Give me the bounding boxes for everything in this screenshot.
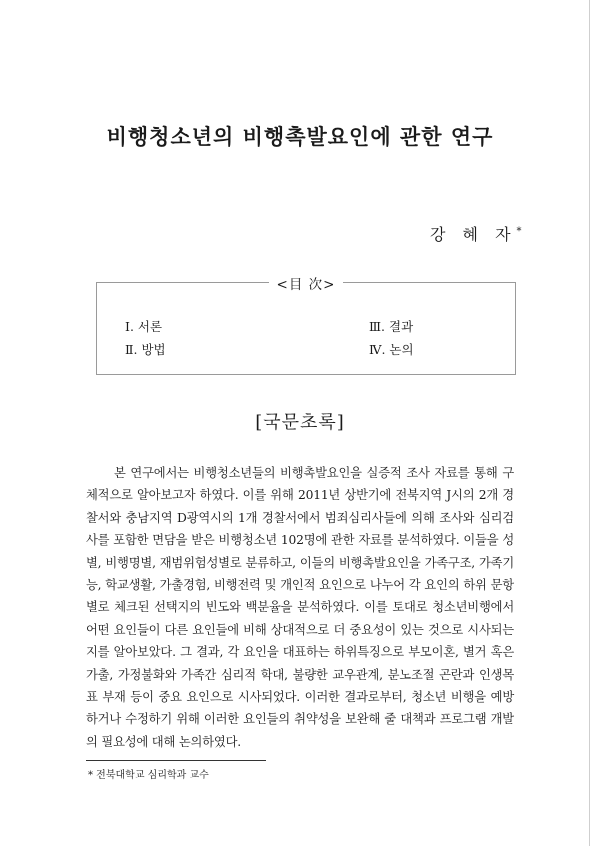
author-name-text: 강 혜 자: [430, 225, 517, 244]
abstract-heading: [국문초록]: [255, 412, 345, 433]
footnote-divider: [86, 760, 266, 761]
table-of-contents: [96, 277, 516, 375]
toc-item-discussion: Ⅳ. 논의: [369, 342, 414, 357]
toc-item-results: Ⅲ. 결과: [369, 319, 414, 334]
toc-title-wrap: [97, 273, 515, 293]
toc-item-method: Ⅱ. 방법: [125, 342, 166, 357]
author-affiliation-footnote: * 전북대학교 심리학과 교수: [88, 770, 209, 781]
abstract-body: 본 연구에서는 비행청소년들의 비행촉발요인을 실증적 조사 자료를 통해 구체적으로 알아보고자 하였다. 이를 위해 2011년 상반기에 전북지역 J시의 2개 경찰서와 충남지역 D광역시의 1개 경찰서에서 범죄심리사들에 의해 조사와 심리검사를 포함한 면담을 받은 비행청소년 102명에 관한 자료를 분석하였다. 이들을 성별, 비행명별, 재범위험성별로 분류하고, 이들의 비행촉발요인을 가족구조, 가족기능, 학교생활, 가출경험, 비행전력 및 개인적 요인으로 나누어 각 요인의 하위 문항별로 체크된 선택지의 빈도와 백분율을 분석하였다. 이를 토대로 청소년비행에서 어떤 요인들이 다른 요인들에 비해 상대적으로 더 중요성이 있는 것으로 시사되는지를 알아보았다. 그 결과, 각 요인을 대표하는 하위특징으로 부모이혼, 별거 혹은 가출, 가정불화와 가족간 심리적 학대, 불량한 교우관계, 분노조절 곤란과 인생목표 부재 등이 중요 요인으로 시사되었다. 이러한 결과로부터, 청소년 비행을 예방하거나 수정하기 위해 이러한 요인들의 취약성을 보완해 줄 대책과 프로그램 개발의 필요성에 대해 논의하였다.: [86, 466, 514, 749]
author-name: [430, 222, 522, 245]
toc-title: <目 次>: [269, 277, 344, 293]
paper-title: 비행청소년의 비행촉발요인에 관한 연구: [106, 124, 494, 149]
toc-item-introduction: Ⅰ. 서론: [125, 319, 163, 334]
author-footnote-mark: *: [516, 226, 522, 237]
